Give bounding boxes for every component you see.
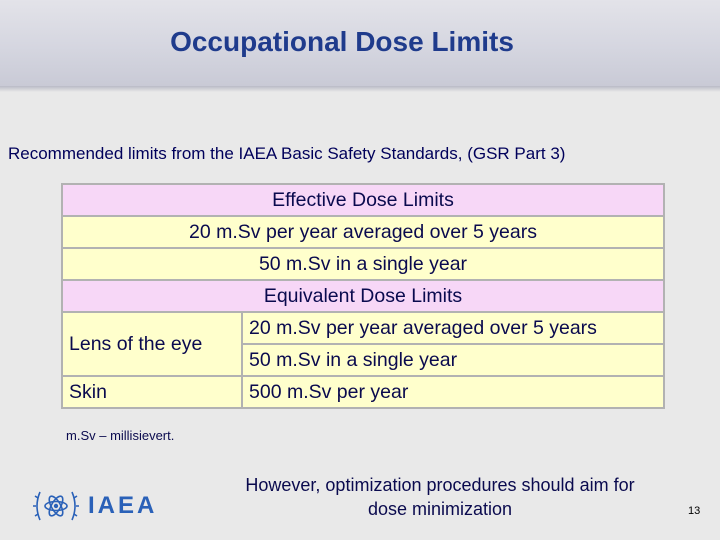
footnote: m.Sv – millisievert. [66,428,175,443]
table-row [62,248,664,280]
slide-title: Occupational Dose Limits [170,26,514,57]
note-text: However, optimization procedures should aim for dose minimization [245,475,635,519]
dose-limits-table [61,183,665,409]
table-row [62,312,664,344]
lens-label: Lens of the eye [62,312,242,376]
iaea-logo-text: IAEA [88,492,158,519]
table-row [62,184,664,216]
table-row [62,216,664,248]
effective-dose-value: 20 m.Sv per year averaged over 5 years [62,216,664,248]
lens-value: 20 m.Sv per year averaged over 5 years [242,312,664,344]
table-row [62,280,664,312]
lens-value: 50 m.Sv in a single year [242,344,664,376]
header-shadow [0,86,720,92]
skin-value: 500 m.Sv per year [242,376,664,408]
table-row [62,376,664,408]
effective-dose-value: 50 m.Sv in a single year [62,248,664,280]
effective-dose-header: Effective Dose Limits [62,184,664,216]
skin-label: Skin [62,376,242,408]
subtitle: Recommended limits from the IAEA Basic Safety Standards, (GSR Part 3) [8,144,566,163]
equivalent-dose-header: Equivalent Dose Limits [62,280,664,312]
page-number: 13 [688,505,701,517]
